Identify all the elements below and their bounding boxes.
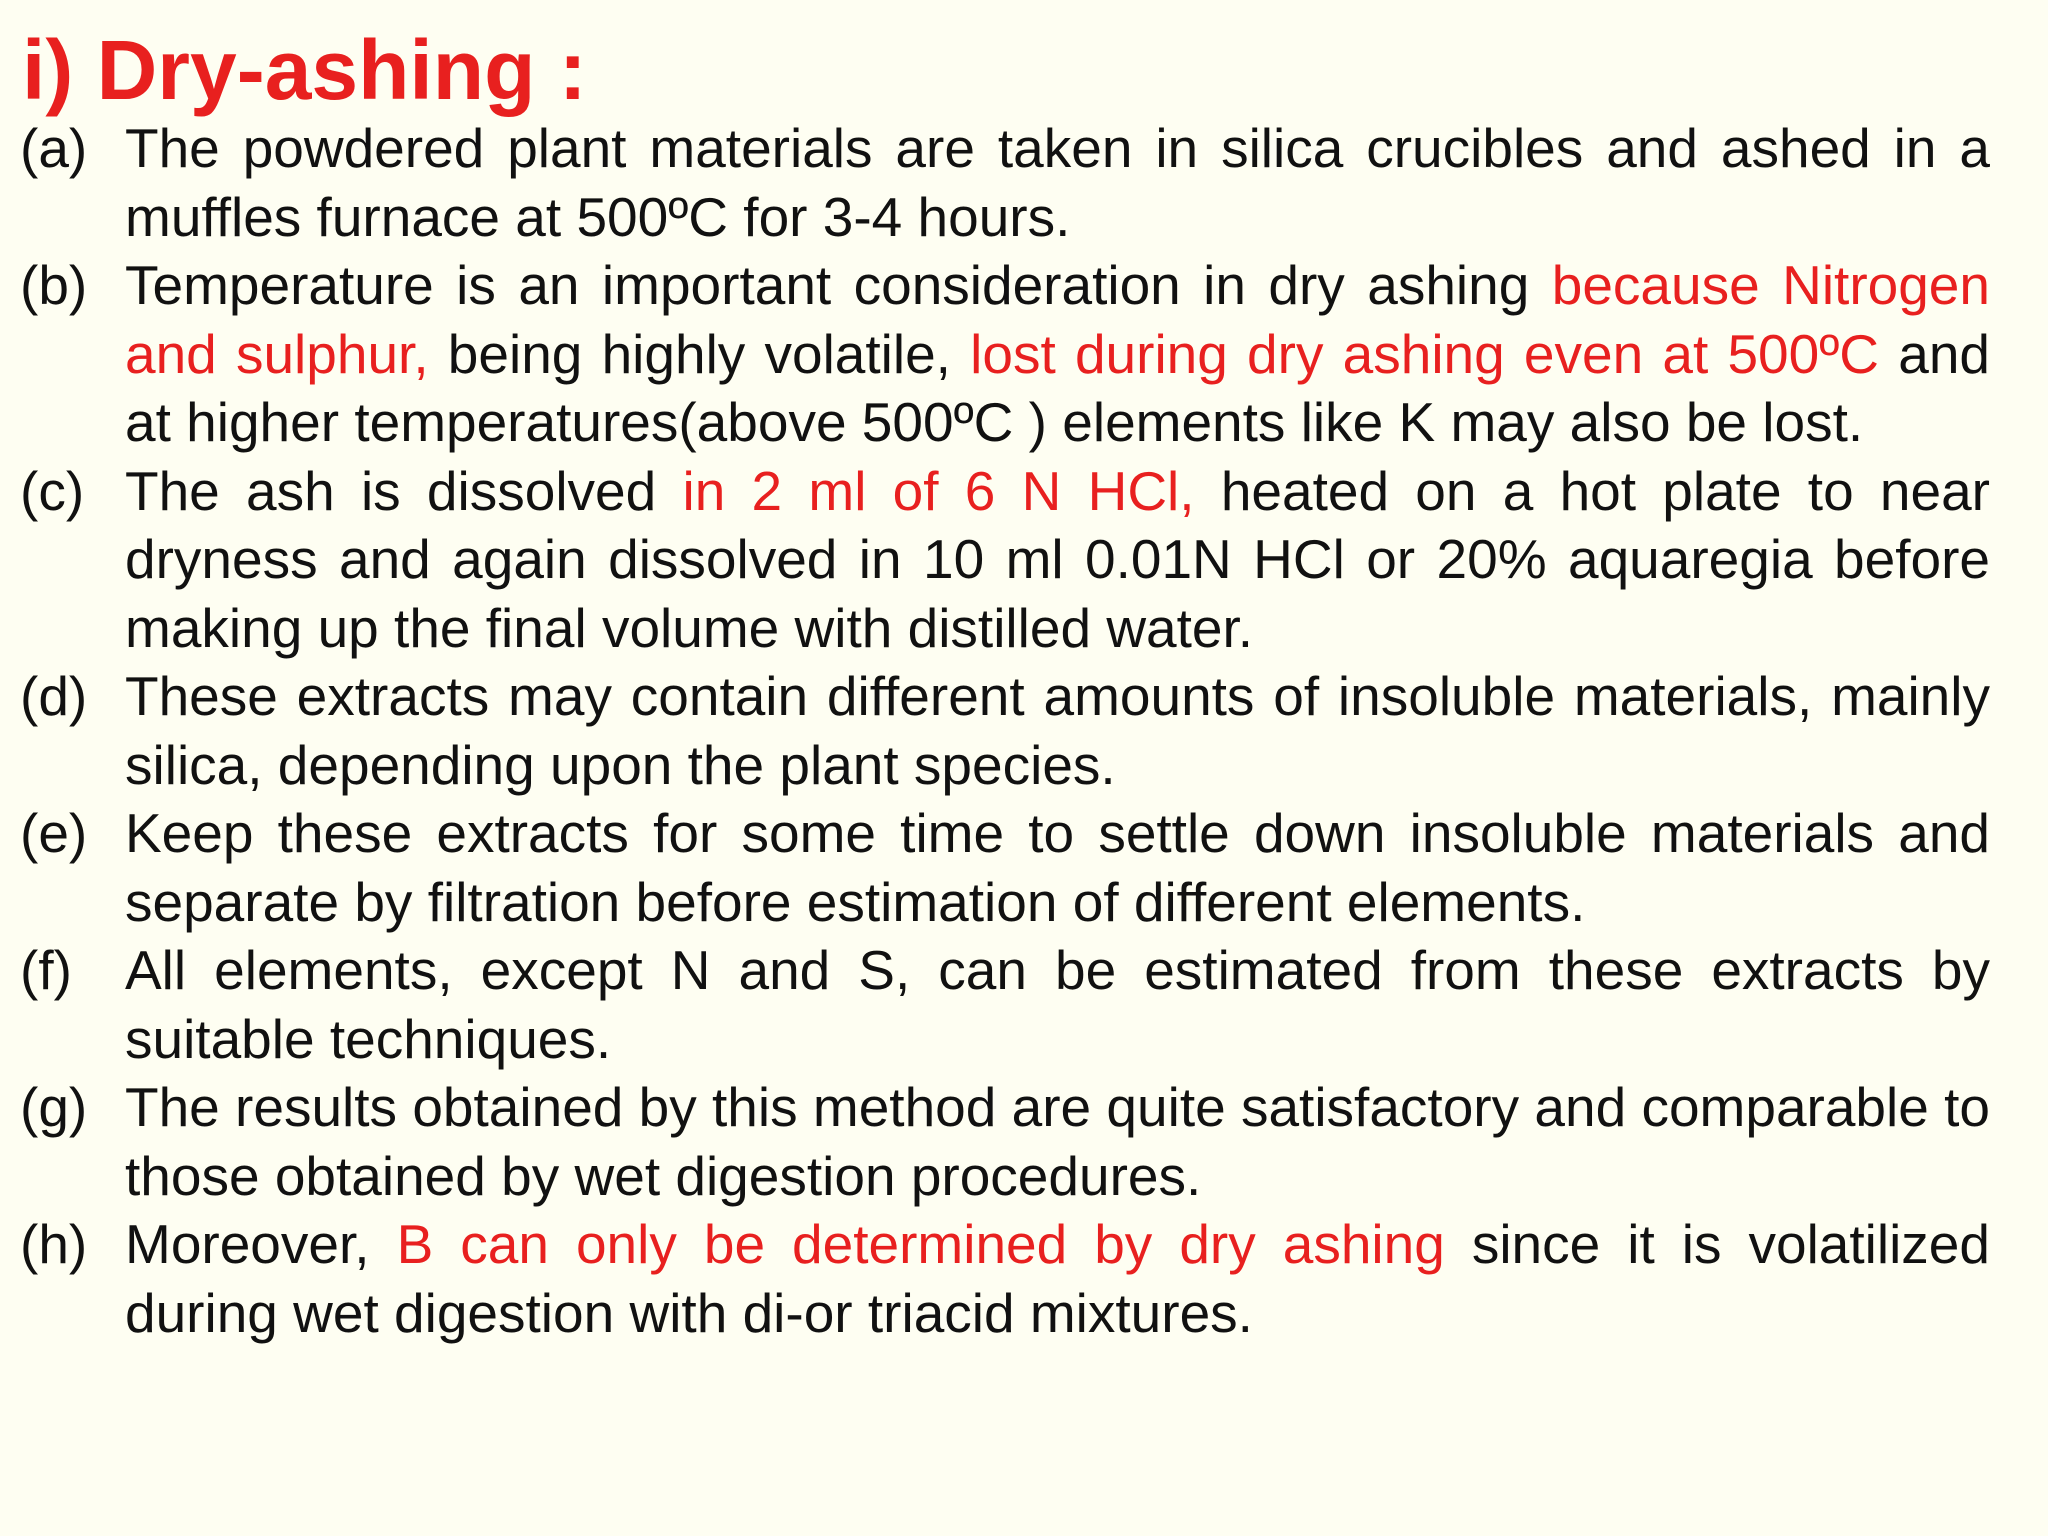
item-text	[125, 114, 1990, 251]
item-marker: (f)	[20, 939, 72, 1001]
text-segment: Keep these extracts for some time to settle down insoluble materials and separate by filtration before estimation of different elements.	[125, 802, 1990, 933]
highlighted-text: in 2 ml of 6 N HCl,	[682, 459, 1195, 522]
text-segment: heated on a hot plate to near dryness and again dissolved in 10 ml 0.01N HCl or 20% aquaregia before making up the final volume with distilled water.	[125, 459, 1990, 659]
text-segment: since it is volatilized during wet digestion with di-or triacid mixtures.	[125, 1213, 1990, 1344]
item-marker: (b)	[20, 254, 88, 316]
item-text	[125, 936, 1990, 1073]
item-marker: (g)	[20, 1076, 88, 1138]
text-segment: being highly volatile,	[428, 322, 971, 385]
text-segment: and at higher temperatures(above 500ºC ) elements like K may also be lost.	[125, 322, 1990, 453]
item-text	[125, 662, 1990, 799]
text-segment: These extracts may contain different amounts of insoluble materials, mainly silica, depending upon the plant species.	[125, 665, 1990, 796]
list-item-a	[20, 114, 1990, 251]
item-marker: (h)	[20, 1213, 88, 1275]
highlighted-text: lost during dry ashing even at 500ºC	[970, 322, 1880, 385]
item-marker: (e)	[20, 802, 88, 864]
list-item-d	[20, 662, 1990, 799]
item-marker: (c)	[20, 459, 85, 522]
text-segment: The powdered plant materials are taken in silica crucibles and ashed in a muffles furnace at 500ºC for 3-4 hours.	[125, 117, 1990, 248]
item-text	[125, 251, 1990, 457]
slide-title: i) Dry-ashing :	[22, 23, 587, 117]
item-marker: (a)	[20, 117, 88, 179]
list-item-b	[20, 251, 1990, 457]
procedure-list	[20, 114, 1990, 1347]
list-item-g	[20, 1073, 1990, 1210]
list-item-f	[20, 936, 1990, 1073]
item-text	[125, 457, 1990, 663]
text-segment: The results obtained by this method are quite satisfactory and comparable to those obtained by wet digestion procedures.	[125, 1076, 1990, 1207]
highlighted-text: because Nitrogen and sulphur,	[125, 254, 1990, 385]
text-segment: Moreover,	[125, 1213, 397, 1275]
list-item-e	[20, 799, 1990, 936]
text-segment: The ash is dissolved	[125, 459, 683, 522]
item-text	[125, 1210, 1990, 1347]
list-item-c	[20, 457, 1990, 663]
item-text	[125, 1073, 1990, 1210]
highlighted-text: B can only be determined by dry ashing	[396, 1213, 1445, 1275]
text-segment: Temperature is an important consideration in dry ashing	[125, 254, 1552, 316]
text-segment: All elements, except N and S, can be estimated from these extracts by suitable techniques.	[125, 939, 1990, 1070]
item-marker: (d)	[20, 665, 88, 727]
item-text	[125, 799, 1990, 936]
list-item-h	[20, 1210, 1990, 1347]
